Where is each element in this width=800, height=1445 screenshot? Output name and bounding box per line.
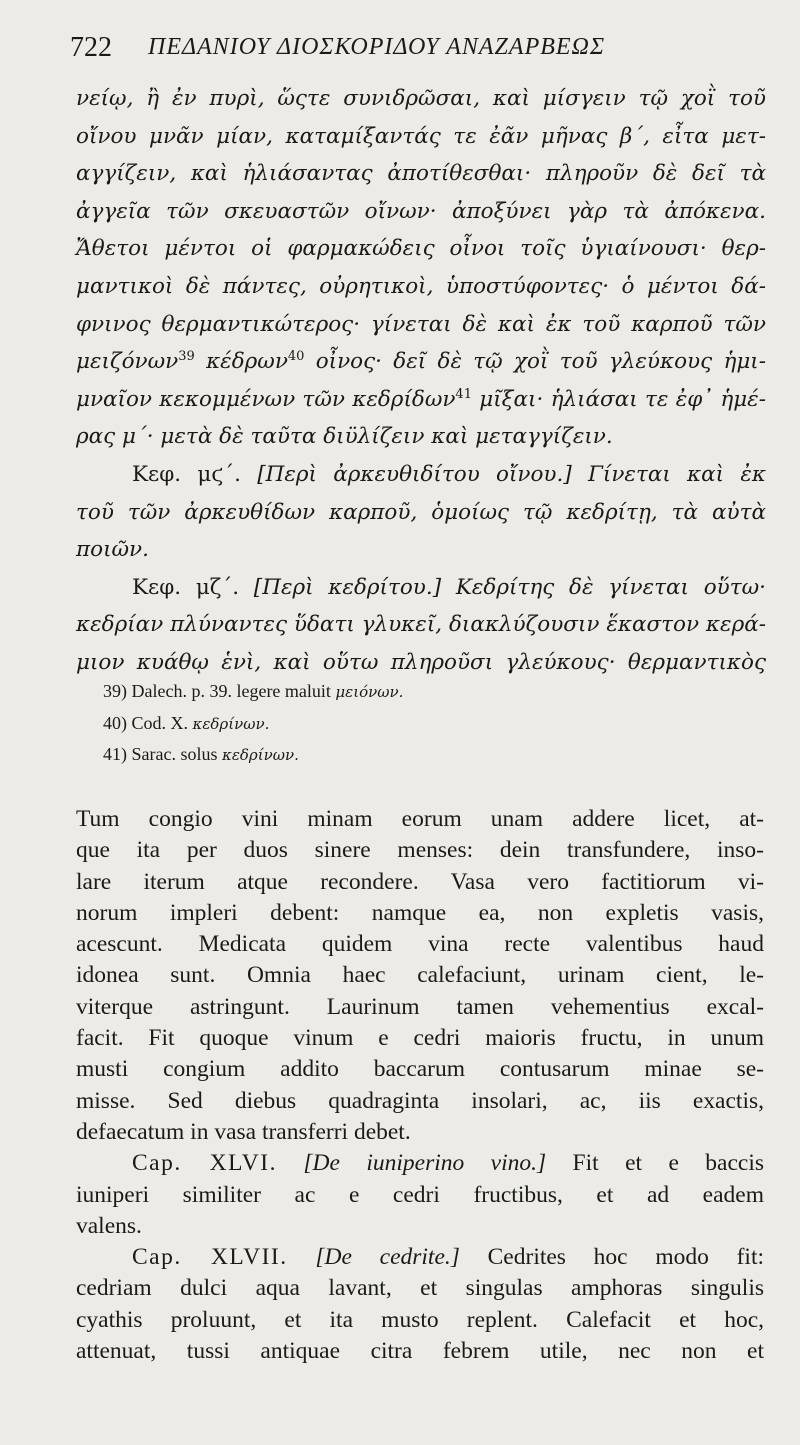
latin-line: Tum congio vini minam eorum unam addere licet, at- [76,806,764,832]
latin-line: idonea sunt. Omnia haec calefaciunt, urinam cient, le- [76,962,764,989]
greek-chapter-line [76,456,766,494]
greek-line: μαντικοὶ δὲ πάντες, οὐρητικοὶ, ὑποστύφοντες· ὁ μέντοι δά- [76,273,766,299]
chapter-title: [De iuniperino vino.] [303,1150,547,1177]
greek-line: νείῳ, ἢ ἐν πυρὶ, ὥςτε συνιδρῶσαι, καὶ μίσγειν τῷ χοῒ τοῦ [76,86,766,111]
latin-line: cedriam dulci aqua lavant, et singulas amphoras singulis [76,1275,764,1302]
footnote [103,676,743,708]
chapter-title: [De cedrite.] [315,1244,460,1271]
page-header [70,32,760,72]
footnote-greek: κεδρίνων. [221,746,299,764]
latin-line: acescunt. Medicata quidem vina recte valentibus haud [76,931,764,958]
latin-line: defaecatum in vasa transferri debet. [76,1118,411,1145]
footnote-marker: 39 [178,349,195,364]
latin-text-block [76,804,764,1367]
chapter-heading: Cap. XLVII. [132,1244,288,1271]
page-number: 722 [70,32,112,63]
latin-line: lare iterum atque recondere. Vasa vero factitiorum vi- [76,868,764,895]
latin-line: musti congium addito baccarum contusarum minae se- [76,1056,764,1083]
greek-line [76,343,766,381]
footnote-text: 40) Cod. X. [103,712,193,733]
greek-line: τοῦ τῶν ἀρκευθίδων καρποῦ, ὁμοίως τῷ κεδρίτῃ, τὰ αὐτὰ [76,499,766,525]
footnote-marker: 41 [455,386,472,402]
chapter-heading: Κεφ. μϛ΄. [132,461,241,487]
footnote-marker: 40 [287,349,305,364]
greek-line [76,381,766,419]
greek-line: οἴνου μνᾶν μίαν, καταμίξαντάς τε ἐᾶν μῆνας β΄, εἶτα μετ- [76,123,766,149]
footnote-text: 41) Sarac. solus [103,744,222,764]
latin-line: misse. Sed diebus quadraginta insolari, ac, iis exactis, [76,1087,764,1114]
greek-line: κεδρίαν πλύναντες ὕδατι γλυκεῖ, διακλύζουσιν ἕκαστον κερά- [76,612,766,638]
latin-text: Fit et e baccis [546,1150,764,1177]
chapter-heading: Κεφ. μζ΄. [132,574,240,600]
greek-line: ρας μ΄· μετὰ δὲ ταῦτα διϋλίζειν καὶ μεταγγίζειν. [76,424,613,450]
greek-line: μιον κυάθῳ ἑνὶ, καὶ οὕτω πληροῦσι γλεύκους· θερμαντικὸς [76,649,766,675]
latin-line: facit. Fit quoque vinum e cedri maioris fructu, in unum [76,1025,764,1052]
greek-line: φνινος θερμαντικώτερος· γίνεται δὲ καὶ ἐκ τοῦ καρποῦ τῶν [76,311,766,337]
footnotes [103,676,743,771]
greek-text: οἶνος· δεῖ δὲ τῷ χοῒ τοῦ γλεύκους ἡμι- [304,349,766,375]
chapter-heading: Cap. XLVI. [132,1150,277,1177]
footnote [103,708,743,740]
latin-chapter-line [76,1148,764,1179]
footnote-greek: κεδρίνων. [192,714,270,733]
latin-chapter-line [76,1242,764,1273]
greek-text: μειζόνων [76,349,179,375]
greek-chapter-line [76,569,766,607]
latin-line: valens. [76,1212,142,1239]
latin-line: que ita per duos sinere menses: dein transfundere, inso- [76,837,764,864]
latin-line: viterque astringunt. Laurinum tamen vehementius excal- [76,993,764,1020]
footnote-text: 39) Dalech. p. 39. legere maluit [103,681,336,701]
greek-text: [Περὶ ἀρκευθιδίτου οἴνου.] Γίνεται καὶ ἐκ [240,461,767,487]
greek-text-block [76,80,766,682]
greek-line: ἀγγεῖα τῶν σκευαστῶν οἴνων· ἀποξύνει γὰρ τὰ ἀπόκενα. [76,198,766,224]
greek-text: [Περὶ κεδρίτου.] Κεδρίτης δὲ γίνεται οὕτω· [239,574,766,600]
latin-text: Cedrites hoc modo fit: [459,1244,765,1271]
greek-line: αγγίζειν, καὶ ἡλιάσαντας ἀποτίθεσθαι· πληροῦν δὲ δεῖ τὰ [76,161,766,187]
latin-line: attenuat, tussi antiquae citra febrem utile, nec non et [76,1338,764,1365]
running-title: ΠΕΔΑΝΙΟΥ ΔΙΟΣΚΟΡΙΔΟΥ ΑΝΑΖΑΡΒΕΩΣ [148,34,606,60]
footnote [103,739,743,771]
greek-line: Ἄθετοι μέντοι οἱ φαρμακώδεις οἶνοι τοῖς ὑγιαίνουσι· θερ- [76,236,766,262]
latin-line: iuniperi similiter ac e cedri fructibus, et ad eadem [76,1181,764,1208]
latin-line: cyathis proluunt, et ita musto replent. Calefacit et hoc, [76,1306,764,1333]
greek-text: μῖξαι· ἡλιάσαι τε ἐφ᾿ ἡμέ- [471,386,766,412]
footnote-greek: μειόνων. [335,683,404,701]
greek-text: μναῖον κεκομμένων τῶν κεδρίδων [76,386,456,412]
greek-line: ποιῶν. [76,537,149,563]
greek-text: κέδρων [194,349,288,375]
latin-line: norum impleri debent: namque ea, non expletis vasis, [76,899,764,926]
